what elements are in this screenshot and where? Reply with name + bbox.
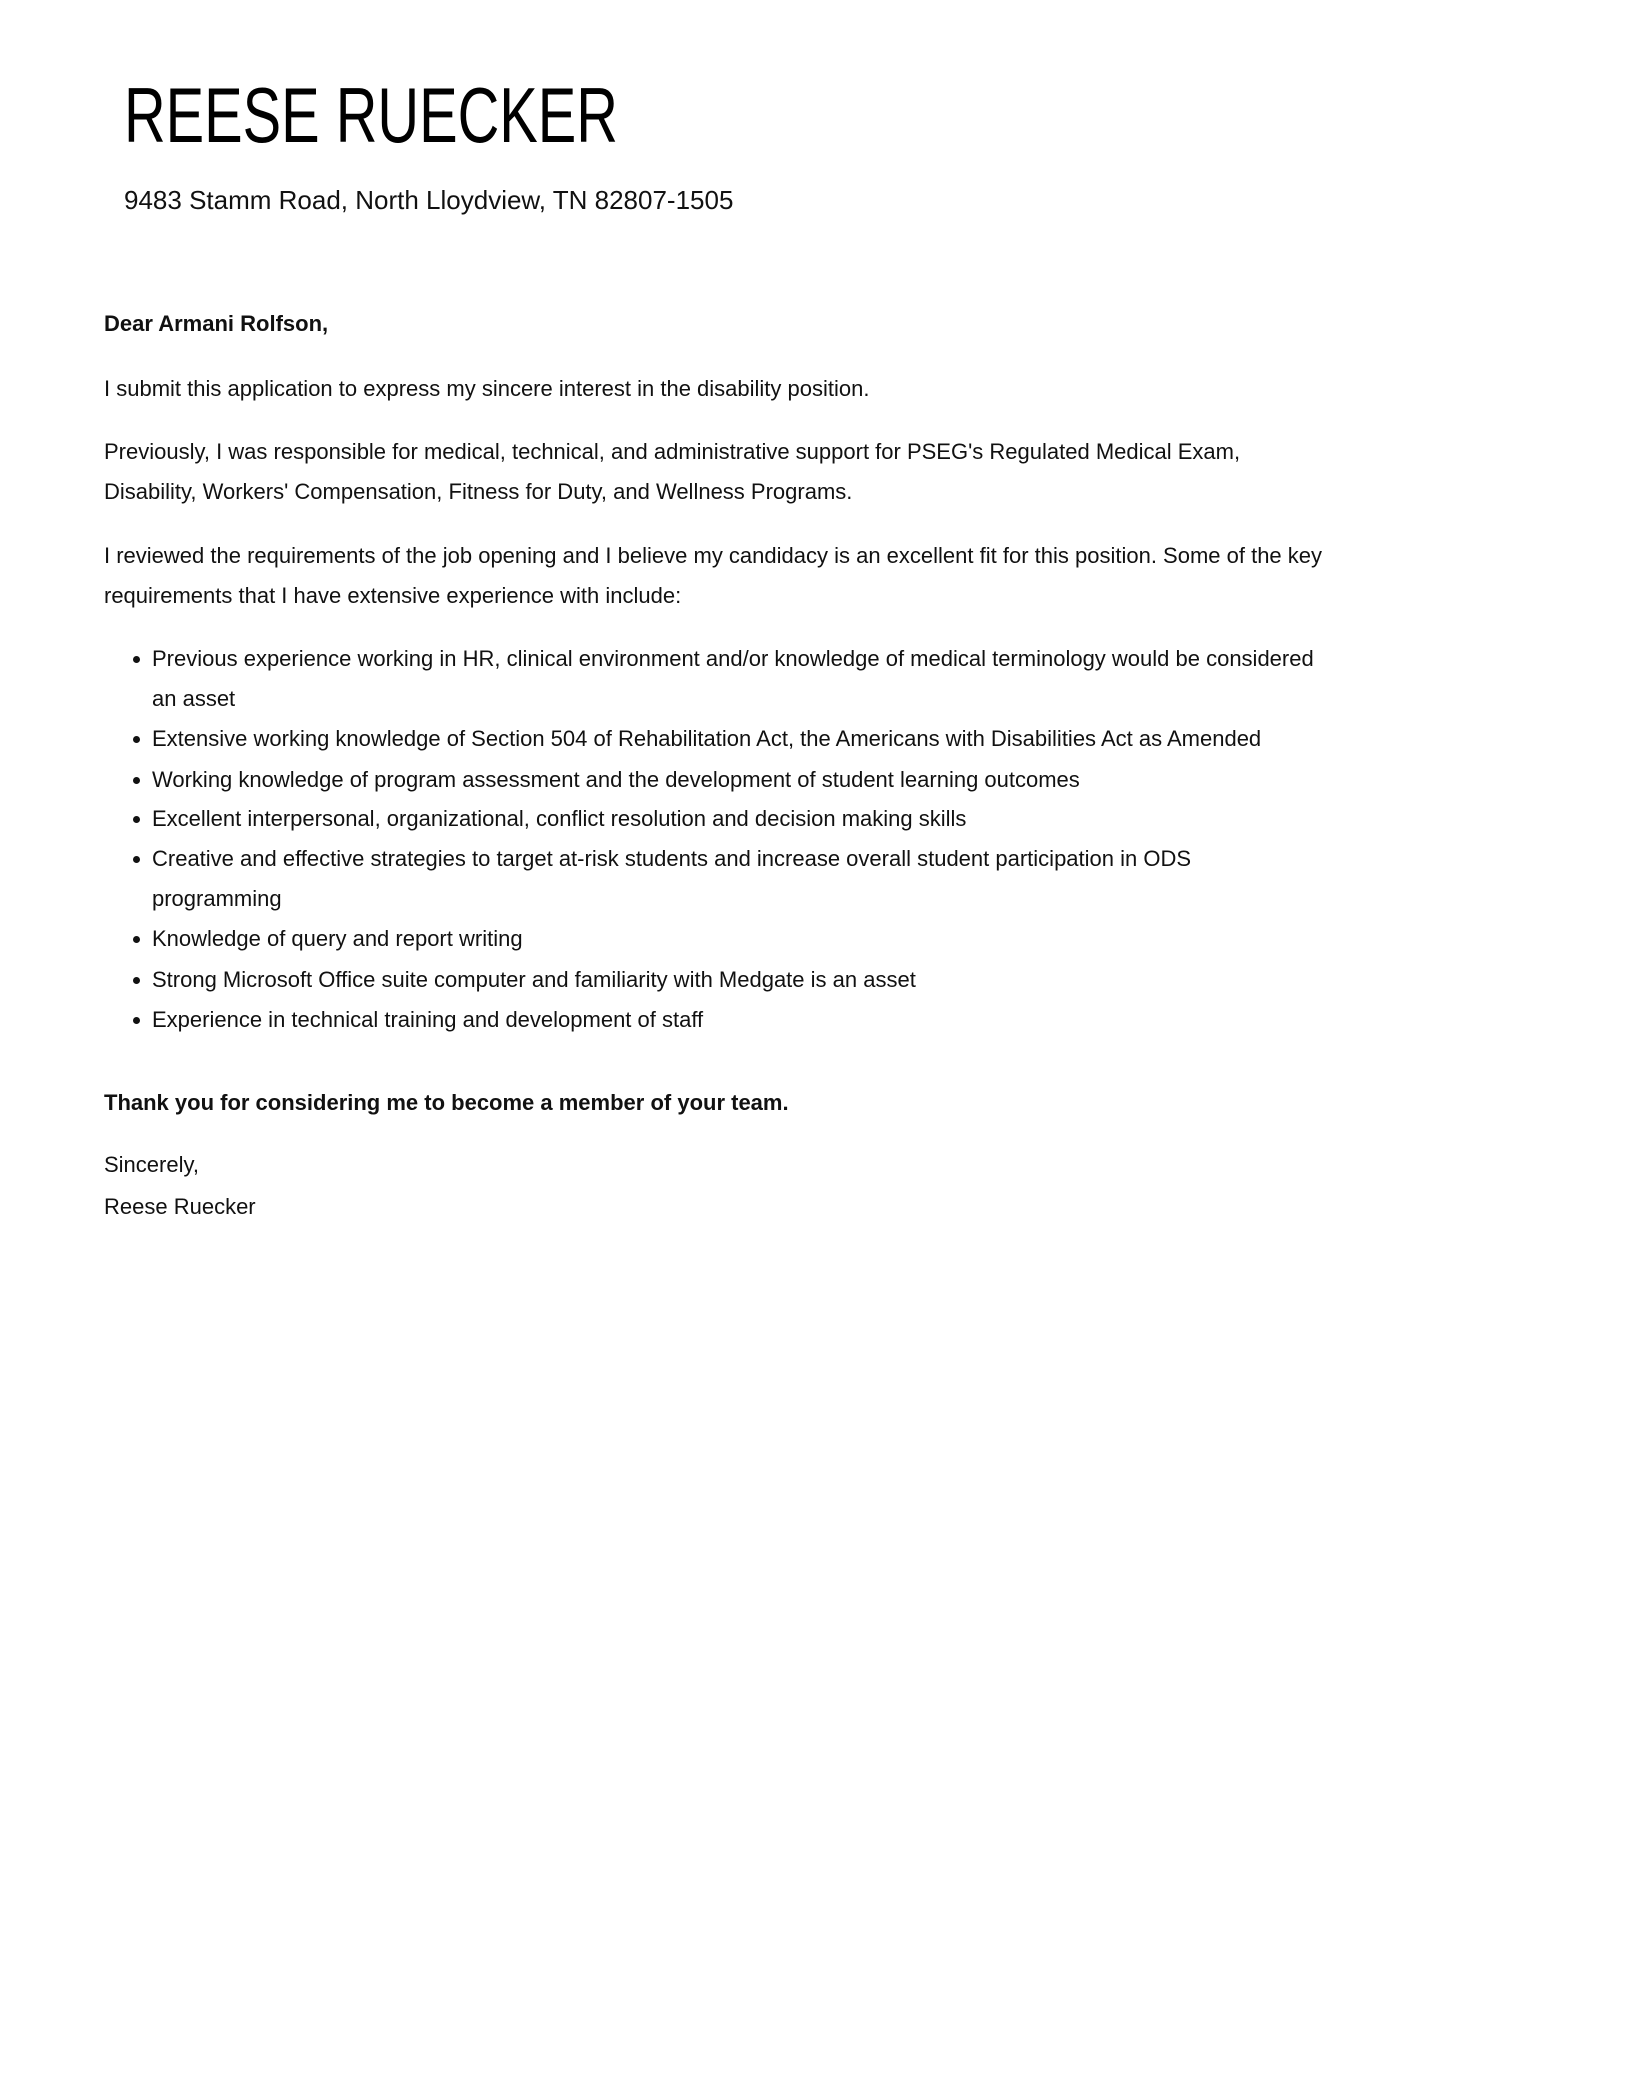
list-item-continuation: programming <box>152 886 282 911</box>
paragraph-requirements-line-1: I reviewed the requirements of the job opening and I believe my candidacy is an excellent fit for this position. Some of the key <box>104 543 1323 568</box>
list-item: Extensive working knowledge of Section 504 of Rehabilitation Act, the Americans with Disabilities Act as Amended <box>152 726 1262 751</box>
bullet-icon <box>133 777 140 784</box>
closing-line: Thank you for considering me to become a member of your team. <box>104 1090 789 1115</box>
list-item: Working knowledge of program assessment and the development of student learning outcomes <box>152 767 1080 792</box>
list-item: Excellent interpersonal, organizational, conflict resolution and decision making skills <box>152 806 967 831</box>
paragraph-intro: I submit this application to express my sincere interest in the disability position. <box>104 376 870 401</box>
list-item: Previous experience working in HR, clinical environment and/or knowledge of medical terminology would be considered <box>152 646 1314 671</box>
paragraph-previous-line-2: Disability, Workers' Compensation, Fitness for Duty, and Wellness Programs. <box>104 479 853 504</box>
applicant-name: REESE RUECKER <box>124 71 618 159</box>
bullet-icon <box>133 977 140 984</box>
applicant-address: 9483 Stamm Road, North Lloydview, TN 82807-1505 <box>124 185 734 215</box>
list-item: Knowledge of query and report writing <box>152 926 523 951</box>
bullet-icon <box>133 856 140 863</box>
paragraph-requirements-line-2: requirements that I have extensive experience with include: <box>104 583 682 608</box>
paragraph-previous-line-1: Previously, I was responsible for medical, technical, and administrative support for PSEG's Regulated Medical Exam, <box>104 439 1241 464</box>
bullet-icon <box>133 936 140 943</box>
bullet-icon <box>133 736 140 743</box>
bullet-icon <box>133 816 140 823</box>
signature: Reese Ruecker <box>104 1194 256 1219</box>
greeting: Dear Armani Rolfson, <box>104 311 329 336</box>
signoff: Sincerely, <box>104 1152 199 1177</box>
list-item: Creative and effective strategies to target at-risk students and increase overall student participation in ODS <box>152 846 1192 871</box>
bullet-icon <box>133 1017 140 1024</box>
list-item: Experience in technical training and development of staff <box>152 1007 704 1032</box>
list-item: Strong Microsoft Office suite computer and familiarity with Medgate is an asset <box>152 967 916 992</box>
bullet-icon <box>133 656 140 663</box>
list-item-continuation: an asset <box>152 686 236 711</box>
